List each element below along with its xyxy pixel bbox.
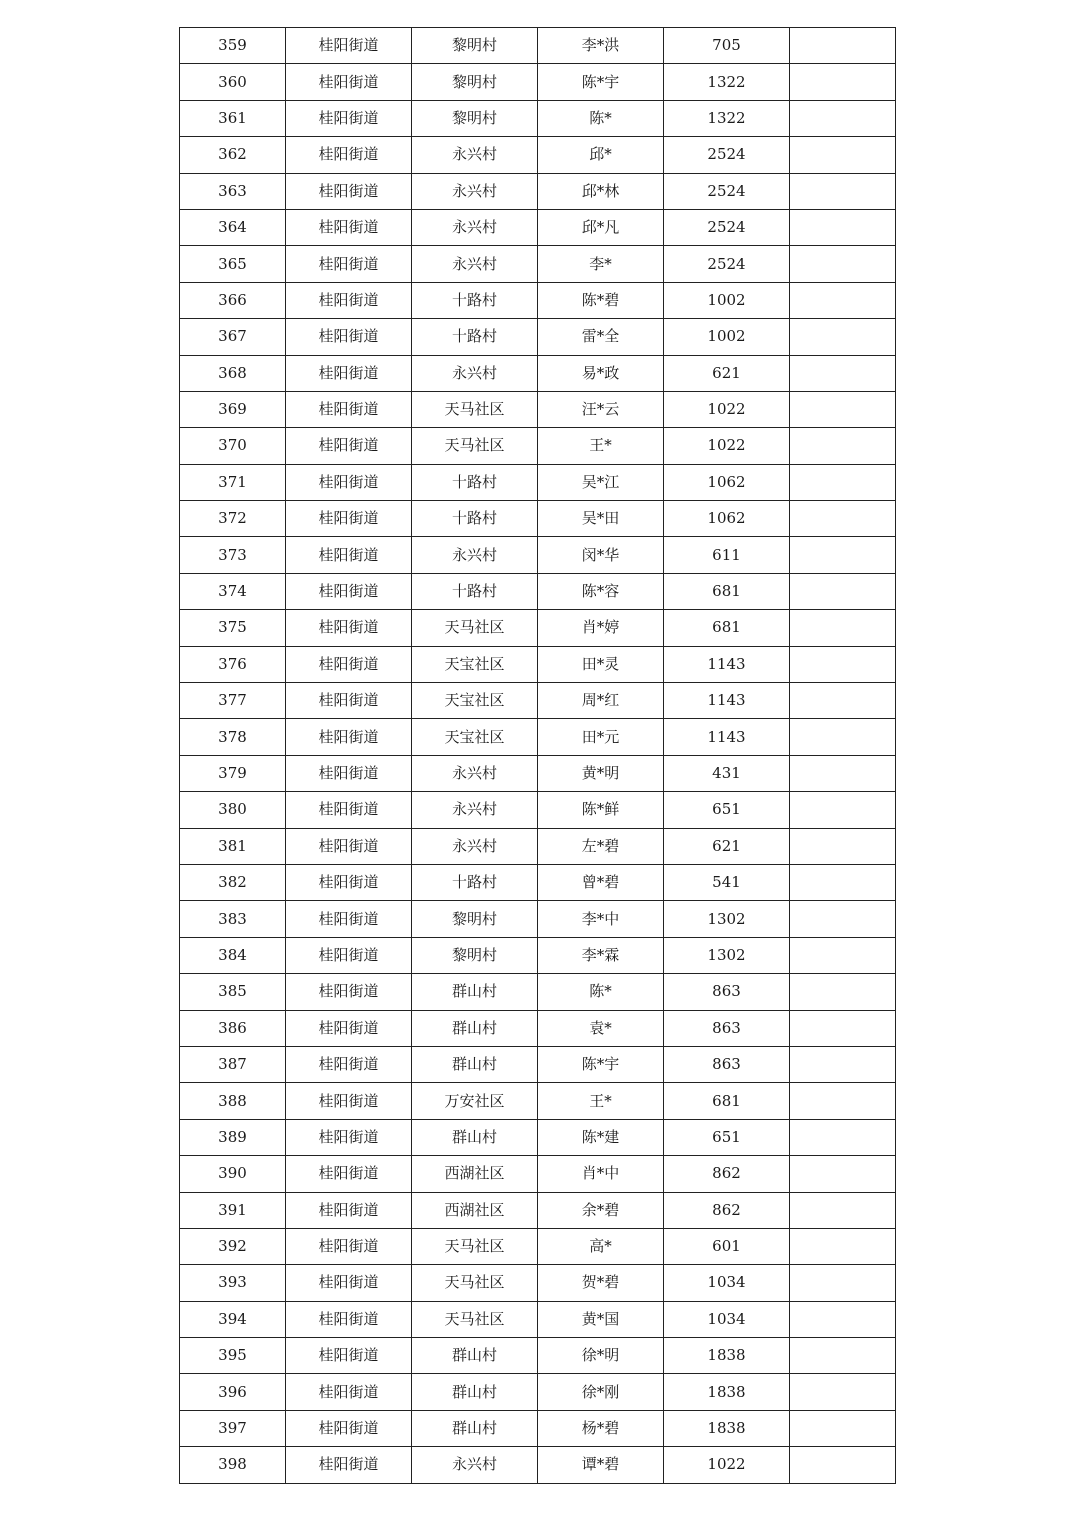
- street-cell: 桂阳街道: [286, 28, 412, 64]
- row-number-cell: 373: [180, 537, 286, 573]
- village-cell: 永兴村: [412, 537, 538, 573]
- note-cell: [790, 1447, 896, 1483]
- name-cell: 王*: [538, 428, 664, 464]
- note-cell: [790, 173, 896, 209]
- row-number-cell: 372: [180, 501, 286, 537]
- row-number-cell: 367: [180, 319, 286, 355]
- row-number-cell: 388: [180, 1083, 286, 1119]
- name-cell: 邱*凡: [538, 209, 664, 245]
- row-number-cell: 378: [180, 719, 286, 755]
- table-row: [180, 1447, 896, 1483]
- note-cell: [790, 355, 896, 391]
- note-cell: [790, 901, 896, 937]
- name-cell: 陈*容: [538, 573, 664, 609]
- village-cell: 十路村: [412, 282, 538, 318]
- note-cell: [790, 1265, 896, 1301]
- street-cell: 桂阳街道: [286, 1410, 412, 1446]
- table-row: [180, 1010, 896, 1046]
- street-cell: 桂阳街道: [286, 1083, 412, 1119]
- village-cell: 群山村: [412, 1338, 538, 1374]
- name-cell: 徐*刚: [538, 1374, 664, 1410]
- name-cell: 谭*碧: [538, 1447, 664, 1483]
- amount-cell: 681: [664, 573, 790, 609]
- amount-cell: 705: [664, 28, 790, 64]
- name-cell: 李*: [538, 246, 664, 282]
- table-row: [180, 828, 896, 864]
- amount-cell: 1838: [664, 1410, 790, 1446]
- note-cell: [790, 974, 896, 1010]
- table-row: [180, 937, 896, 973]
- name-cell: 陈*: [538, 100, 664, 136]
- village-cell: 黎明村: [412, 64, 538, 100]
- table-row: [180, 464, 896, 500]
- village-cell: 十路村: [412, 501, 538, 537]
- table-row: [180, 1374, 896, 1410]
- street-cell: 桂阳街道: [286, 1228, 412, 1264]
- name-cell: 周*红: [538, 683, 664, 719]
- name-cell: 汪*云: [538, 391, 664, 427]
- village-cell: 十路村: [412, 864, 538, 900]
- table-row: [180, 792, 896, 828]
- street-cell: 桂阳街道: [286, 610, 412, 646]
- row-number-cell: 382: [180, 864, 286, 900]
- street-cell: 桂阳街道: [286, 464, 412, 500]
- table-row: [180, 1228, 896, 1264]
- table-row: [180, 501, 896, 537]
- name-cell: 徐*明: [538, 1338, 664, 1374]
- street-cell: 桂阳街道: [286, 319, 412, 355]
- records-table: [179, 27, 896, 1484]
- row-number-cell: 395: [180, 1338, 286, 1374]
- row-number-cell: 391: [180, 1192, 286, 1228]
- street-cell: 桂阳街道: [286, 573, 412, 609]
- note-cell: [790, 100, 896, 136]
- name-cell: 陈*宇: [538, 64, 664, 100]
- amount-cell: 1838: [664, 1338, 790, 1374]
- note-cell: [790, 282, 896, 318]
- amount-cell: 621: [664, 355, 790, 391]
- street-cell: 桂阳街道: [286, 209, 412, 245]
- note-cell: [790, 428, 896, 464]
- row-number-cell: 397: [180, 1410, 286, 1446]
- row-number-cell: 375: [180, 610, 286, 646]
- table-row: [180, 1338, 896, 1374]
- name-cell: 肖*婷: [538, 610, 664, 646]
- street-cell: 桂阳街道: [286, 1192, 412, 1228]
- row-number-cell: 368: [180, 355, 286, 391]
- amount-cell: 1022: [664, 428, 790, 464]
- amount-cell: 681: [664, 610, 790, 646]
- records-table-body: [180, 28, 896, 1484]
- amount-cell: 1322: [664, 100, 790, 136]
- village-cell: 十路村: [412, 319, 538, 355]
- table-row: [180, 282, 896, 318]
- note-cell: [790, 573, 896, 609]
- table-row: [180, 209, 896, 245]
- table-row: [180, 1265, 896, 1301]
- table-row: [180, 319, 896, 355]
- row-number-cell: 379: [180, 755, 286, 791]
- village-cell: 西湖社区: [412, 1192, 538, 1228]
- street-cell: 桂阳街道: [286, 719, 412, 755]
- row-number-cell: 385: [180, 974, 286, 1010]
- row-number-cell: 377: [180, 683, 286, 719]
- name-cell: 李*中: [538, 901, 664, 937]
- table-row: [180, 246, 896, 282]
- amount-cell: 541: [664, 864, 790, 900]
- village-cell: 天马社区: [412, 1228, 538, 1264]
- street-cell: 桂阳街道: [286, 1374, 412, 1410]
- row-number-cell: 392: [180, 1228, 286, 1264]
- note-cell: [790, 792, 896, 828]
- table-row: [180, 573, 896, 609]
- amount-cell: 1322: [664, 64, 790, 100]
- note-cell: [790, 719, 896, 755]
- table-row: [180, 428, 896, 464]
- row-number-cell: 374: [180, 573, 286, 609]
- amount-cell: 1143: [664, 683, 790, 719]
- amount-cell: 1143: [664, 719, 790, 755]
- note-cell: [790, 1338, 896, 1374]
- amount-cell: 651: [664, 1119, 790, 1155]
- row-number-cell: 363: [180, 173, 286, 209]
- village-cell: 永兴村: [412, 355, 538, 391]
- row-number-cell: 366: [180, 282, 286, 318]
- amount-cell: 1022: [664, 391, 790, 427]
- row-number-cell: 386: [180, 1010, 286, 1046]
- note-cell: [790, 209, 896, 245]
- table-row: [180, 100, 896, 136]
- row-number-cell: 361: [180, 100, 286, 136]
- table-row: [180, 1156, 896, 1192]
- name-cell: 陈*: [538, 974, 664, 1010]
- amount-cell: 1002: [664, 319, 790, 355]
- row-number-cell: 376: [180, 646, 286, 682]
- note-cell: [790, 610, 896, 646]
- village-cell: 永兴村: [412, 828, 538, 864]
- village-cell: 西湖社区: [412, 1156, 538, 1192]
- table-row: [180, 537, 896, 573]
- table-row: [180, 1083, 896, 1119]
- name-cell: 闵*华: [538, 537, 664, 573]
- street-cell: 桂阳街道: [286, 683, 412, 719]
- name-cell: 陈*鲜: [538, 792, 664, 828]
- amount-cell: 651: [664, 792, 790, 828]
- name-cell: 贺*碧: [538, 1265, 664, 1301]
- note-cell: [790, 537, 896, 573]
- name-cell: 余*碧: [538, 1192, 664, 1228]
- amount-cell: 1143: [664, 646, 790, 682]
- note-cell: [790, 864, 896, 900]
- note-cell: [790, 1083, 896, 1119]
- table-row: [180, 1192, 896, 1228]
- village-cell: 天马社区: [412, 391, 538, 427]
- table-row: [180, 1046, 896, 1082]
- note-cell: [790, 391, 896, 427]
- row-number-cell: 383: [180, 901, 286, 937]
- note-cell: [790, 1228, 896, 1264]
- table-row: [180, 173, 896, 209]
- row-number-cell: 387: [180, 1046, 286, 1082]
- village-cell: 永兴村: [412, 1447, 538, 1483]
- village-cell: 黎明村: [412, 901, 538, 937]
- street-cell: 桂阳街道: [286, 282, 412, 318]
- row-number-cell: 390: [180, 1156, 286, 1192]
- village-cell: 永兴村: [412, 173, 538, 209]
- name-cell: 左*碧: [538, 828, 664, 864]
- table-row: [180, 391, 896, 427]
- row-number-cell: 389: [180, 1119, 286, 1155]
- table-row: [180, 974, 896, 1010]
- row-number-cell: 384: [180, 937, 286, 973]
- note-cell: [790, 1410, 896, 1446]
- name-cell: 杨*碧: [538, 1410, 664, 1446]
- name-cell: 李*霖: [538, 937, 664, 973]
- name-cell: 田*灵: [538, 646, 664, 682]
- village-cell: 群山村: [412, 1119, 538, 1155]
- name-cell: 邱*林: [538, 173, 664, 209]
- amount-cell: 1302: [664, 901, 790, 937]
- name-cell: 邱*: [538, 137, 664, 173]
- amount-cell: 611: [664, 537, 790, 573]
- table-row: [180, 646, 896, 682]
- note-cell: [790, 828, 896, 864]
- row-number-cell: 371: [180, 464, 286, 500]
- table-row: [180, 355, 896, 391]
- street-cell: 桂阳街道: [286, 1046, 412, 1082]
- note-cell: [790, 246, 896, 282]
- table-row: [180, 901, 896, 937]
- village-cell: 黎明村: [412, 28, 538, 64]
- name-cell: 陈*碧: [538, 282, 664, 318]
- street-cell: 桂阳街道: [286, 937, 412, 973]
- note-cell: [790, 464, 896, 500]
- street-cell: 桂阳街道: [286, 1301, 412, 1337]
- street-cell: 桂阳街道: [286, 646, 412, 682]
- name-cell: 田*元: [538, 719, 664, 755]
- village-cell: 永兴村: [412, 792, 538, 828]
- row-number-cell: 393: [180, 1265, 286, 1301]
- name-cell: 袁*: [538, 1010, 664, 1046]
- table-row: [180, 28, 896, 64]
- village-cell: 群山村: [412, 1046, 538, 1082]
- village-cell: 群山村: [412, 1410, 538, 1446]
- village-cell: 万安社区: [412, 1083, 538, 1119]
- village-cell: 永兴村: [412, 246, 538, 282]
- amount-cell: 862: [664, 1192, 790, 1228]
- row-number-cell: 380: [180, 792, 286, 828]
- row-number-cell: 398: [180, 1447, 286, 1483]
- village-cell: 天宝社区: [412, 683, 538, 719]
- row-number-cell: 396: [180, 1374, 286, 1410]
- village-cell: 永兴村: [412, 755, 538, 791]
- row-number-cell: 370: [180, 428, 286, 464]
- amount-cell: 2524: [664, 246, 790, 282]
- street-cell: 桂阳街道: [286, 1265, 412, 1301]
- name-cell: 黄*明: [538, 755, 664, 791]
- village-cell: 群山村: [412, 1010, 538, 1046]
- village-cell: 天宝社区: [412, 646, 538, 682]
- street-cell: 桂阳街道: [286, 428, 412, 464]
- village-cell: 十路村: [412, 464, 538, 500]
- note-cell: [790, 937, 896, 973]
- name-cell: 吴*江: [538, 464, 664, 500]
- amount-cell: 1062: [664, 464, 790, 500]
- note-cell: [790, 1119, 896, 1155]
- name-cell: 易*政: [538, 355, 664, 391]
- table-row: [180, 64, 896, 100]
- street-cell: 桂阳街道: [286, 755, 412, 791]
- name-cell: 高*: [538, 1228, 664, 1264]
- name-cell: 黄*国: [538, 1301, 664, 1337]
- row-number-cell: 369: [180, 391, 286, 427]
- row-number-cell: 360: [180, 64, 286, 100]
- note-cell: [790, 137, 896, 173]
- street-cell: 桂阳街道: [286, 537, 412, 573]
- amount-cell: 1002: [664, 282, 790, 318]
- note-cell: [790, 319, 896, 355]
- row-number-cell: 364: [180, 209, 286, 245]
- street-cell: 桂阳街道: [286, 828, 412, 864]
- street-cell: 桂阳街道: [286, 974, 412, 1010]
- street-cell: 桂阳街道: [286, 100, 412, 136]
- note-cell: [790, 64, 896, 100]
- name-cell: 吴*田: [538, 501, 664, 537]
- amount-cell: 2524: [664, 173, 790, 209]
- row-number-cell: 359: [180, 28, 286, 64]
- village-cell: 天马社区: [412, 1265, 538, 1301]
- table-row: [180, 610, 896, 646]
- amount-cell: 1838: [664, 1374, 790, 1410]
- note-cell: [790, 1374, 896, 1410]
- note-cell: [790, 1192, 896, 1228]
- note-cell: [790, 501, 896, 537]
- village-cell: 永兴村: [412, 137, 538, 173]
- amount-cell: 2524: [664, 137, 790, 173]
- table-row: [180, 1119, 896, 1155]
- village-cell: 十路村: [412, 573, 538, 609]
- name-cell: 雷*全: [538, 319, 664, 355]
- street-cell: 桂阳街道: [286, 64, 412, 100]
- note-cell: [790, 1046, 896, 1082]
- table-row: [180, 864, 896, 900]
- street-cell: 桂阳街道: [286, 901, 412, 937]
- table-row: [180, 683, 896, 719]
- note-cell: [790, 28, 896, 64]
- table-row: [180, 137, 896, 173]
- street-cell: 桂阳街道: [286, 1119, 412, 1155]
- village-cell: 永兴村: [412, 209, 538, 245]
- table-row: [180, 1301, 896, 1337]
- amount-cell: 863: [664, 974, 790, 1010]
- row-number-cell: 365: [180, 246, 286, 282]
- amount-cell: 863: [664, 1010, 790, 1046]
- street-cell: 桂阳街道: [286, 391, 412, 427]
- amount-cell: 601: [664, 1228, 790, 1264]
- note-cell: [790, 1010, 896, 1046]
- amount-cell: 1034: [664, 1265, 790, 1301]
- amount-cell: 1022: [664, 1447, 790, 1483]
- table-row: [180, 719, 896, 755]
- name-cell: 陈*宇: [538, 1046, 664, 1082]
- amount-cell: 681: [664, 1083, 790, 1119]
- note-cell: [790, 1301, 896, 1337]
- amount-cell: 431: [664, 755, 790, 791]
- village-cell: 黎明村: [412, 100, 538, 136]
- amount-cell: 621: [664, 828, 790, 864]
- name-cell: 曾*碧: [538, 864, 664, 900]
- table-row: [180, 755, 896, 791]
- amount-cell: 1062: [664, 501, 790, 537]
- street-cell: 桂阳街道: [286, 1010, 412, 1046]
- note-cell: [790, 683, 896, 719]
- row-number-cell: 394: [180, 1301, 286, 1337]
- village-cell: 群山村: [412, 1374, 538, 1410]
- amount-cell: 862: [664, 1156, 790, 1192]
- street-cell: 桂阳街道: [286, 246, 412, 282]
- note-cell: [790, 646, 896, 682]
- village-cell: 天宝社区: [412, 719, 538, 755]
- name-cell: 肖*中: [538, 1156, 664, 1192]
- village-cell: 群山村: [412, 974, 538, 1010]
- street-cell: 桂阳街道: [286, 501, 412, 537]
- name-cell: 王*: [538, 1083, 664, 1119]
- note-cell: [790, 755, 896, 791]
- name-cell: 李*洪: [538, 28, 664, 64]
- street-cell: 桂阳街道: [286, 1447, 412, 1483]
- street-cell: 桂阳街道: [286, 792, 412, 828]
- amount-cell: 1034: [664, 1301, 790, 1337]
- street-cell: 桂阳街道: [286, 1338, 412, 1374]
- amount-cell: 863: [664, 1046, 790, 1082]
- village-cell: 天马社区: [412, 610, 538, 646]
- street-cell: 桂阳街道: [286, 173, 412, 209]
- amount-cell: 2524: [664, 209, 790, 245]
- village-cell: 天马社区: [412, 1301, 538, 1337]
- street-cell: 桂阳街道: [286, 864, 412, 900]
- street-cell: 桂阳街道: [286, 1156, 412, 1192]
- row-number-cell: 362: [180, 137, 286, 173]
- village-cell: 天马社区: [412, 428, 538, 464]
- name-cell: 陈*建: [538, 1119, 664, 1155]
- note-cell: [790, 1156, 896, 1192]
- village-cell: 黎明村: [412, 937, 538, 973]
- amount-cell: 1302: [664, 937, 790, 973]
- row-number-cell: 381: [180, 828, 286, 864]
- table-row: [180, 1410, 896, 1446]
- street-cell: 桂阳街道: [286, 355, 412, 391]
- street-cell: 桂阳街道: [286, 137, 412, 173]
